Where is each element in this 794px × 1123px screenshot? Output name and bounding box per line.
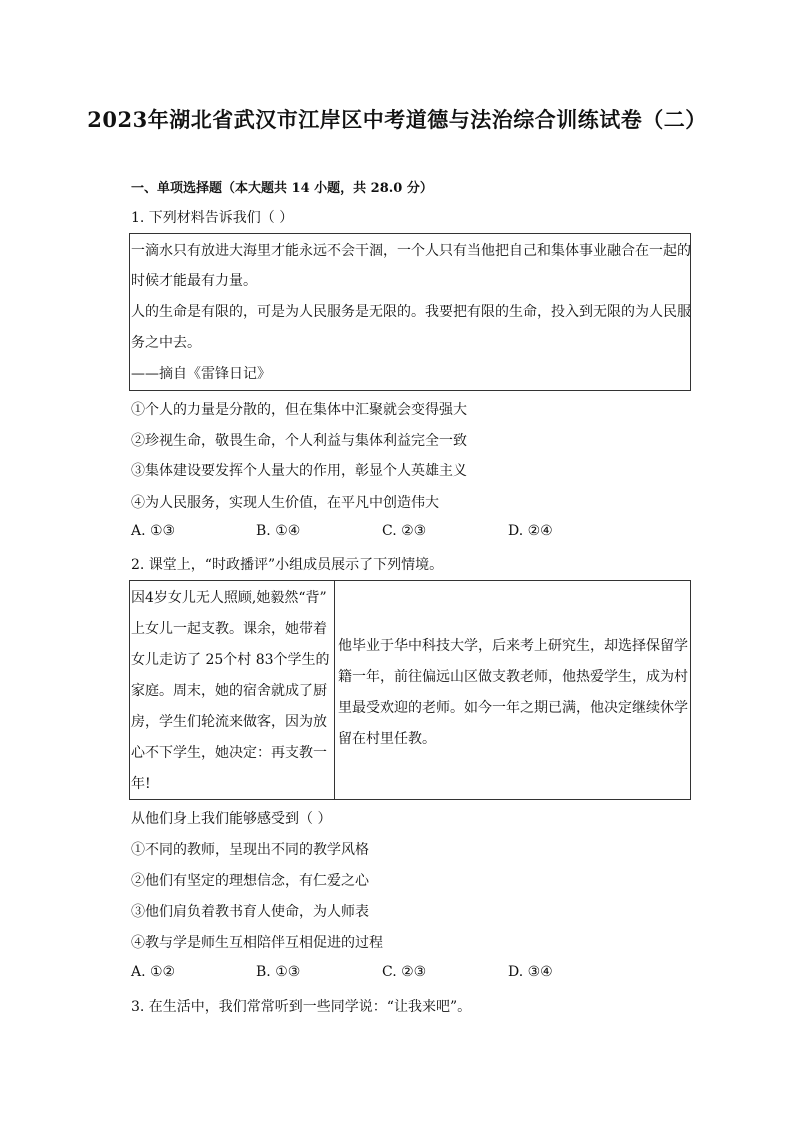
cell-line: 他毕业于华中科技大学，后来考上研究生，却选择保留学 xyxy=(338,638,688,654)
table-divider xyxy=(334,581,335,799)
question-1-stem: 1. 下列材料告诉我们（ ） xyxy=(131,210,294,226)
cell-line: 因4岁女儿无人照顾,她毅然“背” xyxy=(131,590,327,606)
option-a[interactable]: A. ①③ xyxy=(131,523,176,539)
question-2-stem: 2. 课堂上，“时政播评”小组成员展示了下列情境。 xyxy=(131,557,444,573)
cell-line: 心不下学生，她决定：再支教一 xyxy=(131,745,327,761)
question-2-item: ②他们有坚定的理想信念，有仁爱之心 xyxy=(131,873,369,889)
cell-line: 留在村里任教。 xyxy=(338,731,436,747)
material-line: 时候才能最有力量。 xyxy=(131,273,257,289)
cell-line: 上女儿一起支教。课余，她带着 xyxy=(131,621,327,637)
question-1-item: ③集体建设要发挥个人量大的作用，彰显个人英雄主义 xyxy=(131,463,467,479)
option-d[interactable]: D. ③④ xyxy=(508,964,553,980)
section-heading: 一、单项选择题（本大题共 14 小题，共 28.0 分） xyxy=(131,181,433,196)
option-d[interactable]: D. ②④ xyxy=(508,523,553,539)
question-1-item: ②珍视生命，敬畏生命，个人利益与集体利益完全一致 xyxy=(131,433,467,449)
cell-line: 年! xyxy=(131,776,151,792)
table-right-cell xyxy=(338,631,688,755)
question-2-options xyxy=(131,964,651,984)
question-2-item: ③他们肩负着教书育人使命，为人师表 xyxy=(131,904,369,920)
cell-line: 女儿走访了 25个村 83个学生的 xyxy=(131,652,330,668)
question-3-stem: 3. 在生活中，我们常常听到一些同学说：“让我来吧”。 xyxy=(131,999,472,1015)
material-line: 一滴水只有放进大海里才能永远不会干涸，一个人只有当他把自己和集体事业融合在一起的 xyxy=(131,243,691,259)
option-a[interactable]: A. ①② xyxy=(131,964,176,980)
cell-line: 家庭。周末，她的宿舍就成了厨 xyxy=(131,683,327,699)
material-line: 人的生命是有限的，可是为人民服务是无限的。我要把有限的生命，投入到无限的为人民服 xyxy=(131,304,691,320)
question-1-options xyxy=(131,523,651,543)
question-2-table xyxy=(129,580,691,800)
option-c[interactable]: C. ②③ xyxy=(382,964,427,980)
option-b[interactable]: B. ①③ xyxy=(256,964,301,980)
question-2-prompt: 从他们身上我们能够感受到（ ） xyxy=(131,811,332,827)
option-c[interactable]: C. ②③ xyxy=(382,523,427,539)
material-source: ——摘自《雷锋日记》 xyxy=(131,366,271,382)
option-b[interactable]: B. ①④ xyxy=(256,523,301,539)
question-1-material-box xyxy=(129,233,691,391)
question-1-item: ①个人的力量是分散的，但在集体中汇聚就会变得强大 xyxy=(131,402,467,418)
cell-line: 里最受欢迎的老师。如今一年之期已满，他决定继续休学 xyxy=(338,700,688,716)
cell-line: 籍一年，前往偏远山区做支教老师，他热爱学生，成为村 xyxy=(338,669,688,685)
cell-line: 房，学生们轮流来做客，因为放 xyxy=(131,714,327,730)
exam-title: 2023年湖北省武汉市江岸区中考道德与法治综合训练试卷（二） xyxy=(87,107,707,132)
question-1-item: ④为人民服务，实现人生价值，在平凡中创造伟大 xyxy=(131,495,439,511)
question-2-item: ④教与学是师生互相陪伴互相促进的过程 xyxy=(131,935,383,951)
question-2-item: ①不同的教师，呈现出不同的教学风格 xyxy=(131,842,369,858)
material-line: 务之中去。 xyxy=(131,335,201,351)
table-left-cell xyxy=(131,583,333,800)
